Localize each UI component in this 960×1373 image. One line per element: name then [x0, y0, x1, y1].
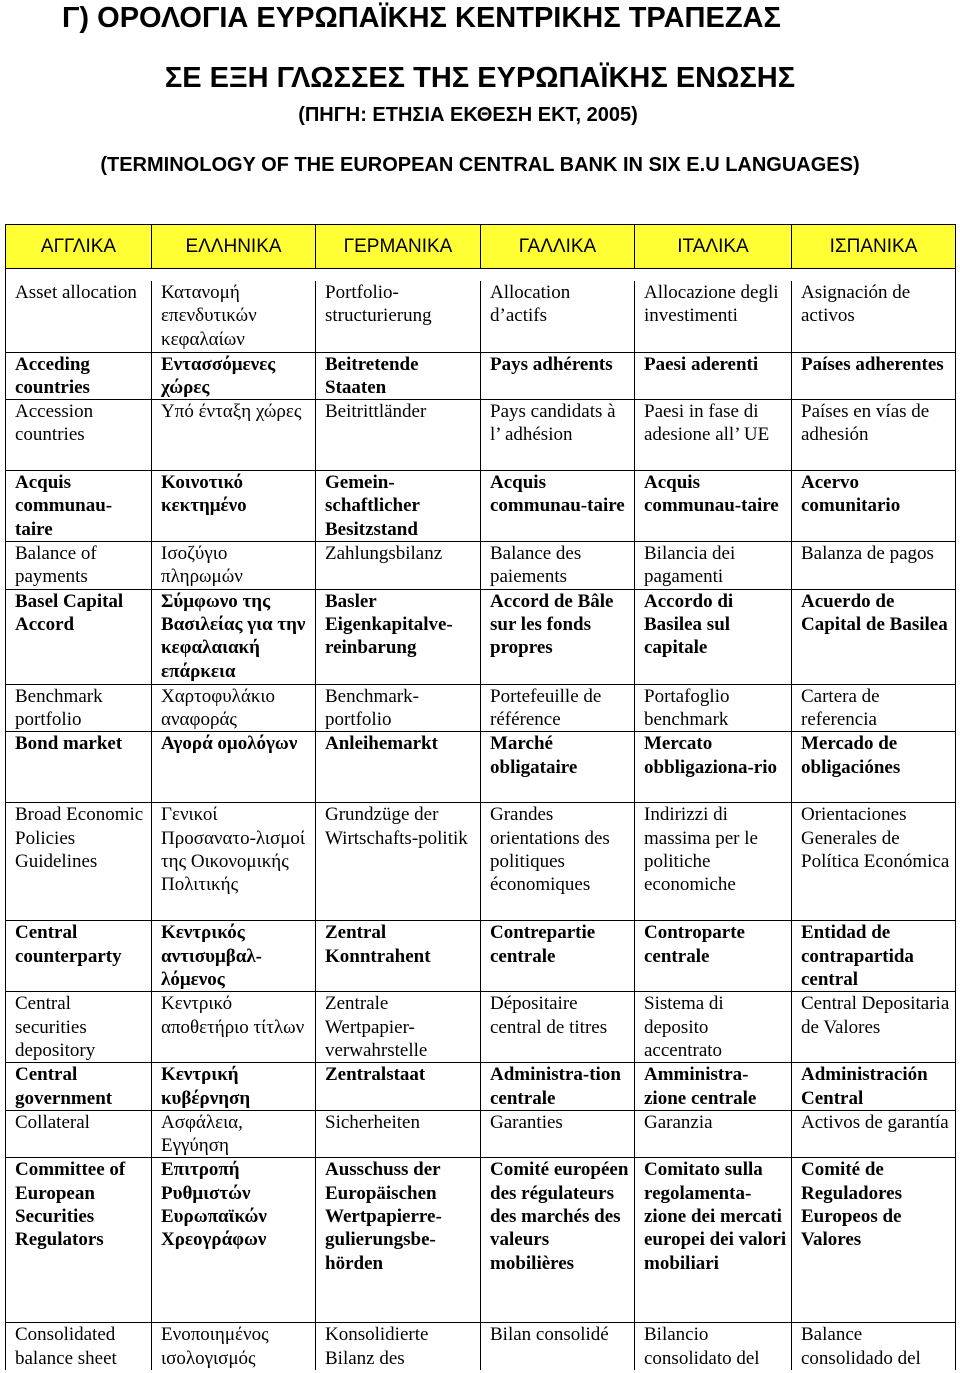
cell-english: Basel Capital Accord — [6, 589, 152, 684]
cell-italian: Garanzia — [635, 1110, 792, 1158]
cell-german: Beitrittländer — [316, 400, 481, 471]
cell-spanish: Países adherentes — [792, 352, 956, 400]
cell-spanish: Orientaciones Generales de Política Económica — [792, 803, 956, 921]
cell-spanish: Balanza de pagos — [792, 542, 956, 590]
cell-english: Asset allocation — [6, 281, 152, 352]
table-header-row — [6, 225, 956, 269]
cell-greek: Ισοζύγιο πληρωμών — [152, 542, 316, 590]
cell-spanish: Comité de Reguladores Europeos de Valores — [792, 1158, 956, 1323]
cell-english: Consolidated balance sheet — [6, 1323, 152, 1370]
cell-english: Accession countries — [6, 400, 152, 471]
cell-french: Balance des paiements — [481, 542, 635, 590]
cell-greek: Γενικοί Προσανατο-λισμοί της Οικονομικής Πολιτικής — [152, 803, 316, 921]
cell-french: Pays adhérents — [481, 352, 635, 400]
source-note: (ΠΗΓΗ: ΕΤΗΣΙΑ ΕΚΘΕΣΗ ΕΚΤ, 2005) — [298, 104, 638, 126]
cell-italian: Allocazione degli investimenti — [635, 281, 792, 352]
cell-italian: Accordo di Basilea sul capitale — [635, 589, 792, 684]
page-title: Γ) ΟΡΟΛΟΓΙΑ ΕΥΡΩΠΑΪΚΗΣ ΚΕΝΤΡΙΚΗΣ ΤΡΑΠΕΖΑΣ — [62, 2, 781, 34]
col-header-italian: ΙΤΑΛΙΚΑ — [635, 225, 792, 269]
cell-greek: Επιτροπή Ρυθμιστών Ευρωπαϊκών Χρεογράφων — [152, 1158, 316, 1323]
cell-french: Grandes orientations des politiques économiques — [481, 803, 635, 921]
cell-german: Basler Eigenkapitalve-reinbarung — [316, 589, 481, 684]
cell-greek: Κεντρικός αντισυμβαλ-λόμενος — [152, 921, 316, 992]
terminology-table — [5, 224, 956, 1370]
col-header-french: ΓΑΛΛΙΚΑ — [481, 225, 635, 269]
cell-german: Ausschuss der Europäischen Wertpapierre-gulierungsbe-hörden — [316, 1158, 481, 1323]
cell-french: Dépositaire central de titres — [481, 992, 635, 1063]
cell-spanish: Acuerdo de Capital de Basilea — [792, 589, 956, 684]
cell-french: Acquis communau-taire — [481, 471, 635, 542]
cell-greek: Σύμφωνο της Βασιλείας για την κεφαλαιακή επάρκεια — [152, 589, 316, 684]
cell-greek: Χαρτοφυλάκιο αναφοράς — [152, 684, 316, 732]
cell-french: Pays candidats à l’ adhésion — [481, 400, 635, 471]
cell-english: Benchmark portfolio — [6, 684, 152, 732]
cell-german: Zentrale Wertpapier-verwahrstelle — [316, 992, 481, 1063]
cell-english: Central counterparty — [6, 921, 152, 992]
col-header-german: ΓΕΡΜΑΝΙΚΑ — [316, 225, 481, 269]
table-row — [6, 352, 956, 400]
cell-english: Central securities depository — [6, 992, 152, 1063]
cell-spanish: Central Depositaria de Valores — [792, 992, 956, 1063]
cell-german: Benchmark-portfolio — [316, 684, 481, 732]
cell-greek: Εντασσόμενες χώρες — [152, 352, 316, 400]
table-row — [6, 281, 956, 352]
table-row — [6, 803, 956, 921]
cell-italian: Amministra-zione centrale — [635, 1063, 792, 1111]
col-header-spanish: ΙΣΠΑΝΙΚΑ — [792, 225, 956, 269]
english-title: (TERMINOLOGY OF THE EUROPEAN CENTRAL BANK IN SIX E.U LANGUAGES) — [100, 154, 860, 176]
cell-spanish: Países en vías de adhesión — [792, 400, 956, 471]
cell-german: Gemein-schaftlicher Besitzstand — [316, 471, 481, 542]
cell-german: Zahlungsbilanz — [316, 542, 481, 590]
cell-german: Anleihemarkt — [316, 732, 481, 803]
cell-spanish: Activos de garantía — [792, 1110, 956, 1158]
cell-spanish: Cartera de referencia — [792, 684, 956, 732]
cell-english: Balance of payments — [6, 542, 152, 590]
cell-spanish: Acervo comunitario — [792, 471, 956, 542]
table-row — [6, 589, 956, 684]
cell-italian: Controparte centrale — [635, 921, 792, 992]
table-row — [6, 542, 956, 590]
cell-italian: Sistema di deposito accentrato — [635, 992, 792, 1063]
cell-italian: Bilancia dei pagamenti — [635, 542, 792, 590]
cell-italian: Bilancio consolidato del — [635, 1323, 792, 1370]
cell-greek: Υπό ένταξη χώρες — [152, 400, 316, 471]
cell-french: Portefeuille de référence — [481, 684, 635, 732]
cell-italian: Paesi aderenti — [635, 352, 792, 400]
cell-greek: Κοινοτικό κεκτημένο — [152, 471, 316, 542]
cell-english: Collateral — [6, 1110, 152, 1158]
cell-italian: Mercato obbligaziona-rio — [635, 732, 792, 803]
cell-german: Beitretende Staaten — [316, 352, 481, 400]
table-row — [6, 400, 956, 471]
table-row — [6, 921, 956, 992]
cell-french: Bilan consolidé — [481, 1323, 635, 1370]
col-header-greek: ΕΛΛΗΝΙΚΑ — [152, 225, 316, 269]
col-header-english: ΑΓΓΛΙΚΑ — [6, 225, 152, 269]
table-row — [6, 1110, 956, 1158]
cell-french: Allocation d’actifs — [481, 281, 635, 352]
cell-english: Bond market — [6, 732, 152, 803]
cell-german: Sicherheiten — [316, 1110, 481, 1158]
cell-spanish: Asignación de activos — [792, 281, 956, 352]
cell-french: Accord de Bâle sur les fonds propres — [481, 589, 635, 684]
cell-german: Zentral Konntrahent — [316, 921, 481, 992]
cell-german: Portfolio-structurierung — [316, 281, 481, 352]
cell-italian: Acquis communau-taire — [635, 471, 792, 542]
cell-english: Acquis communau-taire — [6, 471, 152, 542]
cell-greek: Αγορά ομολόγων — [152, 732, 316, 803]
cell-greek: Κατανομή επενδυτικών κεφαλαίων — [152, 281, 316, 352]
cell-english: Acceding countries — [6, 352, 152, 400]
cell-greek: Ενοποιημένος ισολογισμός — [152, 1323, 316, 1370]
cell-italian: Paesi in fase di adesione all’ UE — [635, 400, 792, 471]
cell-french: Administra-tion centrale — [481, 1063, 635, 1111]
cell-french: Comité européen des régulateurs des marchés des valeurs mobilières — [481, 1158, 635, 1323]
cell-spanish: Entidad de contrapartida central — [792, 921, 956, 992]
cell-german: Zentralstaat — [316, 1063, 481, 1111]
table-row — [6, 992, 956, 1063]
cell-italian: Portafoglio benchmark — [635, 684, 792, 732]
cell-greek: Κεντρικό αποθετήριο τίτλων — [152, 992, 316, 1063]
cell-french: Contrepartie centrale — [481, 921, 635, 992]
cell-german: Konsolidierte Bilanz des — [316, 1323, 481, 1370]
cell-german: Grundzüge der Wirtschafts-politik — [316, 803, 481, 921]
cell-italian: Indirizzi di massima per le politiche economiche — [635, 803, 792, 921]
cell-english: Broad Economic Policies Guidelines — [6, 803, 152, 921]
cell-greek: Κεντρική κυβέρνηση — [152, 1063, 316, 1111]
table-row — [6, 1063, 956, 1111]
table-row — [6, 732, 956, 803]
table-row — [6, 471, 956, 542]
table-row — [6, 1323, 956, 1370]
cell-spanish: Mercado de obligaciónes — [792, 732, 956, 803]
cell-french: Garanties — [481, 1110, 635, 1158]
table-row — [6, 684, 956, 732]
cell-french: Marché obligataire — [481, 732, 635, 803]
cell-italian: Comitato sulla regolamenta-zione dei mercati europei dei valori mobiliari — [635, 1158, 792, 1323]
table-row — [6, 1158, 956, 1323]
cell-english: Central government — [6, 1063, 152, 1111]
page-subtitle: ΣΕ ΕΞΗ ΓΛΩΣΣΕΣ ΤΗΣ ΕΥΡΩΠΑΪΚΗΣ ΕΝΩΣΗΣ — [164, 62, 796, 94]
cell-spanish: Balance consolidado del — [792, 1323, 956, 1370]
cell-english: Committee of European Securities Regulators — [6, 1158, 152, 1323]
cell-spanish: Administración Central — [792, 1063, 956, 1111]
cell-greek: Ασφάλεια, Εγγύηση — [152, 1110, 316, 1158]
